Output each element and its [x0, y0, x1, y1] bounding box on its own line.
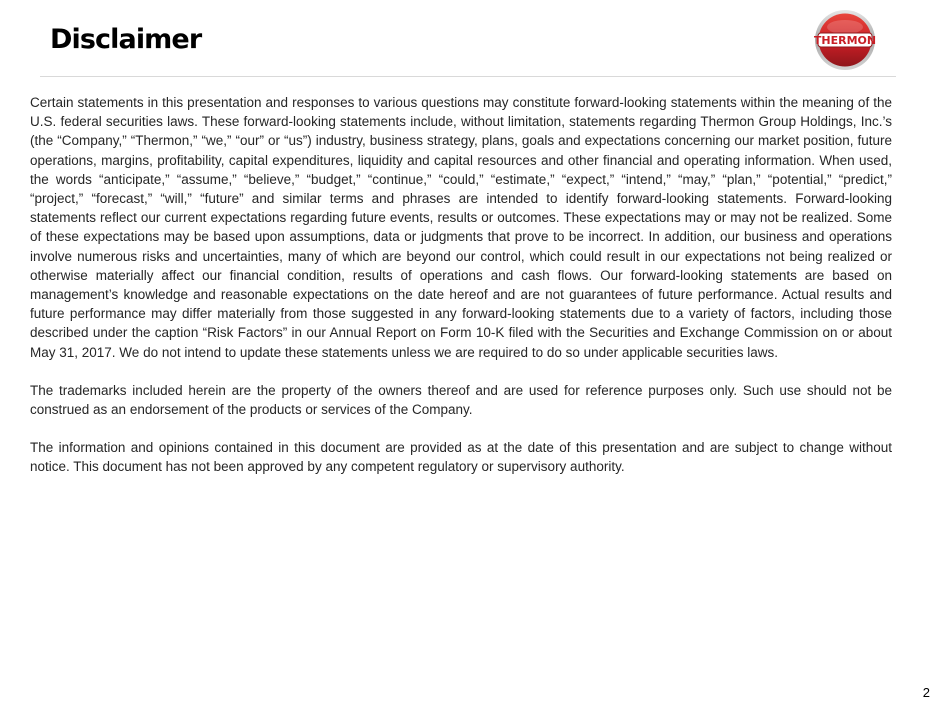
paragraph-trademarks: The trademarks included herein are the property of the owners thereof and are used for reference purposes only. Such use should not be construed as an endorsement of the products or services of the Company.: [30, 382, 892, 418]
logo-text: THERMON: [814, 34, 876, 47]
thermon-logo-graphic: [814, 9, 876, 71]
thermon-logo: [814, 9, 876, 71]
header-divider: [40, 76, 896, 77]
disclaimer-body: [30, 93, 892, 496]
paragraph-forward-looking: Certain statements in this presentation and responses to various questions may constitute forward-looking statements within the meaning of the U.S. federal securities laws. These forward-looking statements include, without limitation, statements regarding Thermon Group Holdings, Inc.’s (the “Company,” “Thermon,” “we,” “our” or “us”) industry, business strategy, plans, goals and expectations concerning our market position, future operations, margins, profitability, capital expenditures, liquidity and capital resources and other financial and operating information. When used, the words “anticipate,” “assume,” “believe,” “budget,” “continue,” “could,” “estimate,” “expect,” “intend,” “may,” “plan,” “potential,” “predict,” “project,” “forecast,” “will,” “future” and similar terms and phrases are intended to identify forward-looking statements. Forward-looking statements reflect our current expectations regarding future events, results or outcomes. These expectations may or may not be realized. Some of these expectations may be based upon assumptions, data or judgments that prove to be incorrect. In addition, our business and operations involve numerous risks and uncertainties, many of which are beyond our control, which could result in our expectations not being realized or otherwise materially affect our financial condition, results of operations and cash flows. Our forward-looking statements are based on management’s knowledge and reasonable expectations on the date hereof and are not guarantees of future performance. Actual results and future performance may differ materially from those suggested in any forward-looking statements due to a variety of factors, including those described under the caption “Risk Factors” in our Annual Report on Form 10-K filed with the Securities and Exchange Commission on or about May 31, 2017. We do not intend to update these statements unless we are required to do so under applicable securities laws.: [30, 95, 892, 360]
page-title: Disclaimer: [50, 24, 202, 55]
paragraph-information: The information and opinions contained in this document are provided as at the date of this presentation and are subject to change without notice. This document has not been approved by any competent regulatory or supervisory authority.: [30, 440, 892, 475]
page-number: 2: [922, 685, 930, 700]
